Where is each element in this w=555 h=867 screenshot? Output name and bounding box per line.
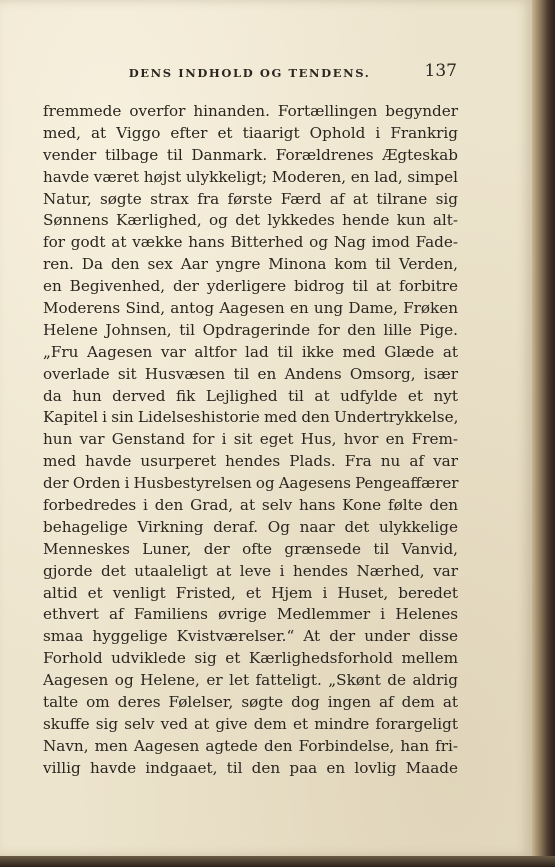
- text-line: hun var Genstand for i sit eget Hus, hvor en Frem-: [43, 430, 458, 449]
- text-line: Kapitel i sin Lidelseshistorie med den Undertrykkelse,: [43, 408, 459, 427]
- text-line: Navn, men Aagesen agtede den Forbindelse, han fri-: [43, 736, 458, 755]
- text-line: forbedredes i den Grad, at selv hans Kone følte den: [43, 496, 458, 515]
- text-line: gjorde det utaaleligt at leve i hendes Nærhed, var: [43, 561, 458, 580]
- text-line: Natur, søgte strax fra første Færd af at tilrane sig: [43, 189, 458, 208]
- text-line: overlade sit Husvæsen til en Andens Omsorg, især: [43, 364, 458, 383]
- text-line: Aagesen og Helene, er let fatteligt. „Skønt de aldrig: [43, 671, 458, 690]
- page-number: 137: [424, 61, 457, 81]
- running-title: DENS INDHOLD OG TENDENS.: [128, 66, 371, 80]
- text-line: Helene Johnsen, til Opdragerinde for den lille Pige.: [43, 320, 458, 339]
- text-line: behagelige Virkning deraf. Og naar det ulykkelige: [43, 517, 458, 536]
- text-line: da hun derved fik Lejlighed til at udfylde et nyt: [43, 386, 458, 405]
- text-line: med, at Viggo efter et tiaarigt Ophold i Frankrig: [43, 123, 458, 142]
- page-header: [42, 60, 457, 84]
- text-line: Menneskes Luner, der ofte grænsede til Vanvid,: [43, 539, 458, 558]
- text-line: Moderens Sind, antog Aagesen en ung Dame, Frøken: [43, 299, 458, 318]
- text-line: havde været højst ulykkeligt; Moderen, en lad, simpel: [43, 167, 458, 186]
- text-line: vender tilbage til Danmark. Forældrenes Ægteskab: [43, 145, 458, 164]
- text-line: Sønnens Kærlighed, og det lykkedes hende kun alt-: [43, 211, 458, 230]
- text-line: med havde usurperet hendes Plads. Fra nu af var: [43, 452, 458, 471]
- book-edge-right: [532, 0, 555, 867]
- text-line: for godt at vække hans Bitterhed og Nag imod Fade-: [43, 233, 458, 252]
- text-line: talte om deres Følelser, søgte dog ingen af dem at: [43, 693, 458, 712]
- text-line: „Fru Aagesen var altfor lad til ikke med Glæde at: [43, 342, 458, 361]
- text-line: fremmede overfor hinanden. Fortællingen begynder: [43, 102, 458, 120]
- book-edge-bottom: [0, 856, 555, 867]
- text-line: smaa hyggelige Kvistværelser.“ At der under disse: [43, 627, 458, 646]
- text-line: ren. Da den sex Aar yngre Minona kom til Verden,: [43, 255, 458, 274]
- text-line: en Begivenhed, der yderligere bidrog til at forbitre: [43, 277, 458, 296]
- text-line: skuffe sig selv ved at give dem et mindre forargeligt: [43, 714, 458, 733]
- body-text: [43, 101, 458, 780]
- text-line: altid et venligt Fristed, et Hjem i Huset, beredet: [43, 583, 458, 602]
- text-line: der Orden i Husbestyrelsen og Aagesens Pengeaffærer: [43, 474, 459, 493]
- text-line: villig havde indgaaet, til den paa en lovlig Maade: [43, 758, 458, 777]
- text-line: Forhold udviklede sig et Kærlighedsforhold mellem: [43, 649, 458, 668]
- text-line: ethvert af Familiens øvrige Medlemmer i Helenes: [43, 605, 458, 624]
